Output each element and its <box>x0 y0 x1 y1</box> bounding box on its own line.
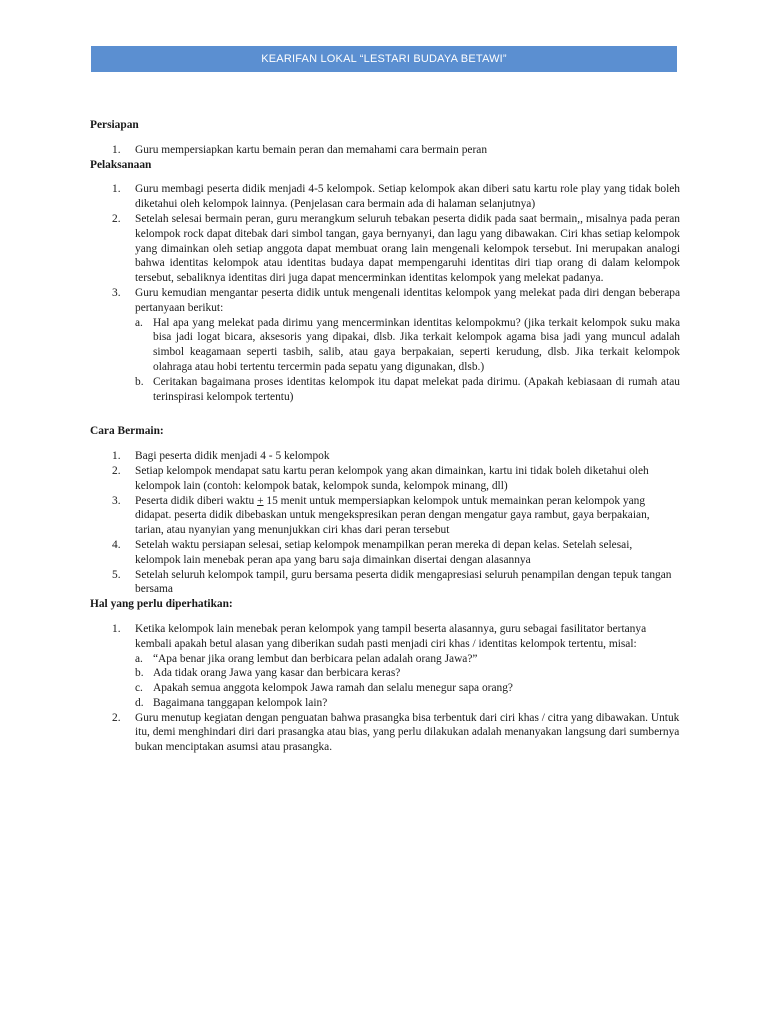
list-item <box>90 212 680 286</box>
hal-perhatian-list <box>90 622 680 755</box>
list-item <box>90 286 680 404</box>
section-heading-pelaksanaan: Pelaksanaan <box>90 158 152 171</box>
item-letter: b. <box>135 375 144 388</box>
item-text-after: 15 menit untuk mempersiapkan kelompok untuk memainkan peran kelompok yang didapat. peserta didik dibebaskan untuk mengekspresikan peran dengan mengatur gaya rambut, gaya berpakaian, tarian, atau nyanyian yang menunjukkan ciri khas dari peran tersebut <box>135 494 650 537</box>
hal-perhatian-sublist <box>135 652 680 711</box>
item-text: Setelah seluruh kelompok tampil, guru bersama peserta didik mengapresiasi seluruh penampilan dengan tepuk tangan bersama <box>135 568 672 596</box>
item-letter: d. <box>135 696 144 709</box>
persiapan-list <box>90 143 680 158</box>
item-number: 5. <box>112 568 121 581</box>
section-heading-persiapan: Persiapan <box>90 119 139 131</box>
sub-list-item <box>135 681 680 696</box>
item-number: 2. <box>112 464 121 477</box>
item-letter: a. <box>135 652 143 665</box>
section-heading-hal-perhatian: Hal yang perlu diperhatikan: <box>90 598 233 611</box>
item-text: Setiap kelompok mendapat satu kartu peran kelompok yang akan dimainkan, kartu ini tidak boleh diketahui oleh kelompok lain (contoh: kelompok batak, kelompok sunda, kelompok minang, dll) <box>135 464 649 492</box>
list-item <box>90 449 680 464</box>
item-text: Apakah semua anggota kelompok Jawa ramah dan selalu menegur sapa orang? <box>153 682 513 695</box>
list-item <box>90 711 680 755</box>
item-text: Ceritakan bagaimana proses identitas kelompok itu dapat melekat pada dirimu. (Apakah kebiasaan di rumah atau terinspirasi kelompok tertentu) <box>153 375 680 403</box>
pelaksanaan-list <box>90 182 680 404</box>
item-letter: c. <box>135 682 143 695</box>
list-item <box>90 464 680 494</box>
list-item <box>90 568 680 598</box>
item-text: Guru kemudian mengantar peserta didik untuk mengenali identitas kelompok yang melekat pada diri dengan beberapa pertanyaan berikut: <box>135 286 680 314</box>
item-number: 2. <box>112 212 121 225</box>
plus-minus-symbol: + <box>257 494 264 507</box>
sub-list-item <box>135 666 680 681</box>
banner-title: KEARIFAN LOKAL “LESTARI BUDAYA BETAWI” <box>261 53 507 65</box>
item-letter: b. <box>135 667 144 680</box>
item-text: Guru membagi peserta didik menjadi 4-5 kelompok. Setiap kelompok akan diberi satu kartu role play yang tidak boleh diketahui oleh kelompok lainnya. (Penjelasan cara bermain ada di halaman selanjutnya) <box>135 183 680 211</box>
item-text: “Apa benar jika orang lembut dan berbicara pelan adalah orang Jawa?” <box>153 652 478 665</box>
sub-list-item <box>135 316 680 375</box>
section-heading-cara-bermain: Cara Bermain: <box>90 425 164 438</box>
pelaksanaan-sublist <box>135 316 680 405</box>
list-item <box>90 494 680 538</box>
item-text: Bagaimana tanggapan kelompok lain? <box>153 696 328 709</box>
item-text: Hal apa yang melekat pada dirimu yang mencerminkan identitas kelompokmu? (jika terkait kelompok suku maka bisa jadi logat bicara, aksesoris yang dipakai, dlsb. Jika terkait kelompok agama bisa jadi yang muncul adalah simbol keagamaan seperti tasbih, salib, atau gaya berpakaian, seperti kerudung, dlsb. Jika terkait kelompok olahraga atau hobi tertentu tercermin pada sepatu yang digunakan, dlsb.) <box>153 316 680 373</box>
item-number: 3. <box>112 286 121 299</box>
sub-list-item <box>135 375 680 405</box>
cara-bermain-list <box>90 449 680 597</box>
title-banner <box>91 46 677 72</box>
item-number: 1. <box>112 183 121 196</box>
item-number: 4. <box>112 538 121 551</box>
item-number: 3. <box>112 494 121 507</box>
item-text: Guru mempersiapkan kartu bemain peran dan memahami cara bermain peran <box>135 143 488 156</box>
list-item <box>90 182 680 212</box>
item-number: 2. <box>112 711 121 724</box>
list-item <box>90 538 680 568</box>
item-text: Bagi peserta didik menjadi 4 - 5 kelompok <box>135 450 330 463</box>
item-letter: a. <box>135 316 143 329</box>
item-text: Setelah selesai bermain peran, guru merangkum seluruh tebakan peserta didik pada saat bermain,, misalnya pada peran kelompok rock dapat ditebak dari simbol tangan, gaya bernyanyi, dan lagu yang dibawakan. Ciri khas setiap kelompok yang dimainkan oleh setiap anggota dapat membuat orang lain mengenali kelompok tersebut. Ini merupakan analogi bahwa identitas kelompok atau identitas budaya dapat mempengaruhi identitas diri tiap orang di dalam kelompok tersebut, sebaliknya identitas diri juga dapat mencerminkan identitas kelompok yang melekat padanya. <box>135 212 680 285</box>
list-item <box>90 143 680 158</box>
item-text: Ada tidak orang Jawa yang kasar dan berbicara keras? <box>153 667 401 680</box>
item-text: Ketika kelompok lain menebak peran kelompok yang tampil beserta alasannya, guru sebagai fasilitator bertanya kembali apakah betul alasan yang diberikan sudah pasti menjadi ciri khas / identitas kelompok tertentu, misal: <box>135 622 647 650</box>
item-number: 1. <box>112 450 121 463</box>
item-number: 1. <box>112 143 121 156</box>
item-text: Setelah waktu persiapan selesai, setiap kelompok menampilkan peran mereka di depan kelas. Setelah selesai, kelompok lain menebak peran apa yang baru saja dimainkan disertai dengan alasannya <box>135 538 633 566</box>
sub-list-item <box>135 652 680 667</box>
item-text-before: Peserta didik diberi waktu <box>135 494 258 507</box>
sub-list-item <box>135 696 680 711</box>
document-body <box>90 118 680 755</box>
item-text: Guru menutup kegiatan dengan penguatan bahwa prasangka bisa terbentuk dari ciri khas / citra yang dibawakan. Untuk itu, demi menghindari diri dari prasangka atau bias, yang perlu dilakukan adalah menanyakan langsung dari sumbernya bukan menciptakan asumsi atau prasangka. <box>135 711 680 754</box>
list-item <box>90 622 680 711</box>
item-number: 1. <box>112 622 121 635</box>
